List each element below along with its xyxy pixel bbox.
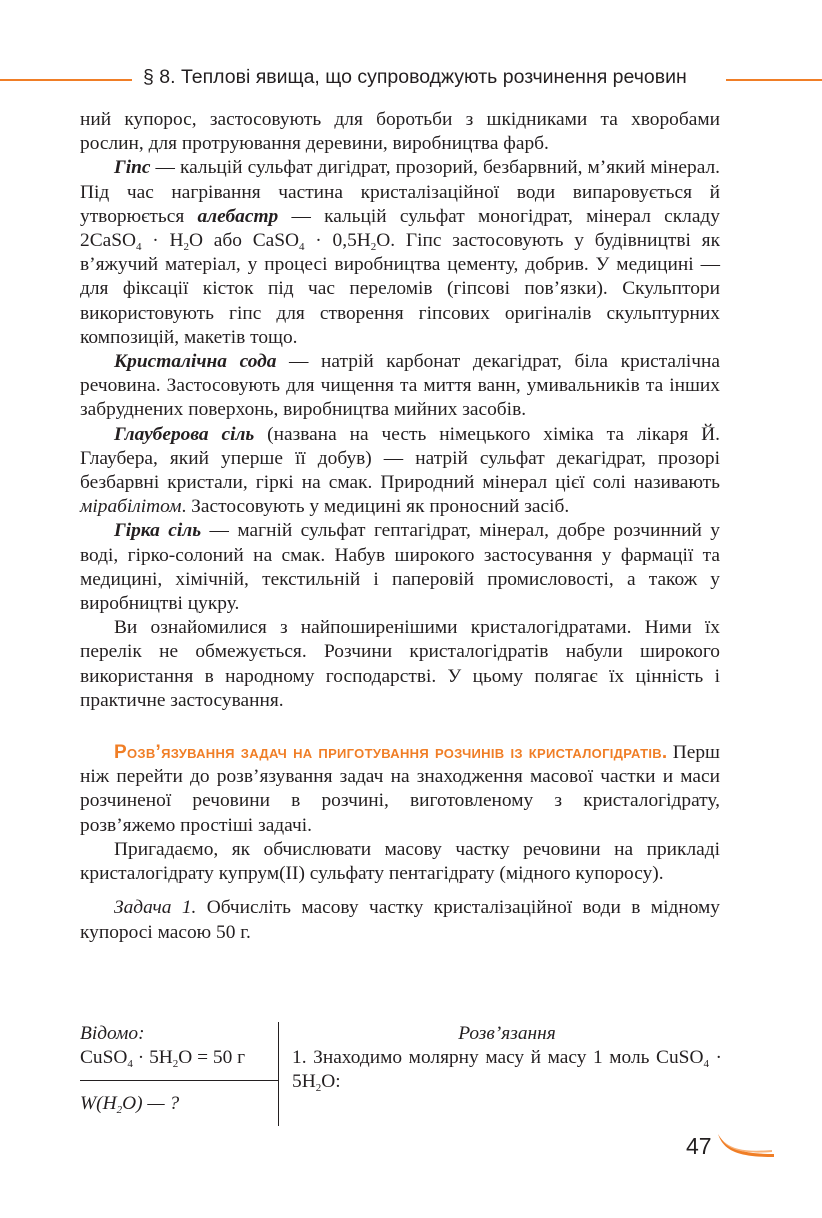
page-number: 47 <box>686 1133 712 1159</box>
paragraph-soda: Кристалічна сода — натрій карбонат декагідрат, біла кристалічна речовина. Застосовують для чищення та миття ванн, умивальників та інших забруднених поверхонь, виробництва мийних засобів. <box>80 351 720 421</box>
paragraph-summary: Ви ознайомилися з найпоширенішими кристалогідратами. Ними їх перелік не обмежується. Розчини кристалогідратів набули широкого використання в народному господарстві. У цьому полягає їх цінність і практичне застосування. <box>80 617 720 711</box>
header-rule-right <box>726 79 822 81</box>
given-divider <box>80 1080 278 1081</box>
page-body <box>80 108 720 945</box>
header-rule-left <box>0 79 132 81</box>
given-column <box>80 1022 279 1126</box>
term-soda: Кристалічна сода <box>114 351 277 373</box>
find-value: $W(H_2O)$ — ? <box>80 1093 180 1116</box>
paragraph-gips: Гіпс — кальцій сульфат дигідрат, прозорий, безбарвний, м’який мінерал. Під час нагрівання частина кристалізаційної води випаровується й утворюється алебастр — кальцій сульфат моногідрат, мінерал складу 2CaSO$_4$ · $H_2O$ або CaSO$_4$ · $0,5H_2O$. Гіпс застосовують у будівництві як в’яжучий матеріал, у процесі виробництва цементу, добрив. У медицині — для фіксації кісток під час переломів (гіпсові пов’язки). Скульптори використовують гіпс для створення гіпсових оригіналів скульптурних композицій, макетів тощо. <box>80 157 720 348</box>
paragraph-section: Розв’язування задач на приготування розчинів із кристалогідратів. Перш ніж перейти до розв’язування задач на знаходження масової частки и маси розчиненої речовини в розчині, виготовленому з кристалогідрату, розв’яжемо простіші задачі. <box>80 742 720 836</box>
section-heading: Розв’язування задач на приготування розчинів із кристалогідратів. <box>114 742 668 764</box>
page-corner-swoosh-icon <box>716 1130 776 1160</box>
solution-column <box>292 1022 722 1094</box>
solution-step-1: 1. Знаходимо молярну масу й масу 1 моль CuSO$_4$ · $5H_2O$: <box>292 1047 722 1094</box>
header-title: § 8. Теплові явища, що супроводжують розчинення речовин <box>143 66 687 88</box>
paragraph-task: Задача 1. Обчисліть масову частку кристалізаційної води в мідному купоросі масою 50 г. <box>80 897 720 943</box>
paragraph-girka: Гірка сіль — магній сульфат гептагідрат, мінерал, добре розчинний у воді, гірко-солоний на смак. Набув широкого застосування у фармації та медицині, хімічній, текстильній і паперовій промисловості, а також у виробництві цукру. <box>80 520 720 615</box>
given-label: Відомо: <box>80 1023 145 1044</box>
paragraph-glauber: Глауберова сіль (названа на честь німецького хіміка та лікаря Й. Глаубера, який уперше її добув) — натрій сульфат декагідрат, прозорі безбарвні кристали, гіркі на смак. Природний мінерал цієї солі називають мірабілітом. Застосовують у медицині як проносний засіб. <box>80 423 720 518</box>
task-label: Задача 1. <box>114 897 197 919</box>
given-solution-table <box>80 1022 722 1126</box>
solution-title: Розв’язання <box>458 1023 556 1044</box>
term-mirabilit: мірабілітом <box>80 496 182 518</box>
term-gips: Гіпс <box>114 157 151 179</box>
term-alebastr: алебастр <box>197 205 279 227</box>
term-glauber: Глауберова сіль <box>114 423 255 445</box>
paragraph-recall: Пригадаємо, як обчислювати масову частку речовини на прикладі кристалогідрату купрум(ІІ) сульфату пентагідрату (мідного купоросу). <box>80 838 720 885</box>
given-formula: CuSO$_4$ · $5H_2O = 50$ г <box>80 1047 246 1070</box>
paragraph-continuation: ний купорос, застосовують для боротьби з шкідниками та хворобами рослин, для протруювання деревини, виробництва фарб. <box>80 109 720 155</box>
running-header <box>0 64 822 96</box>
term-girka: Гірка сіль <box>114 520 202 542</box>
